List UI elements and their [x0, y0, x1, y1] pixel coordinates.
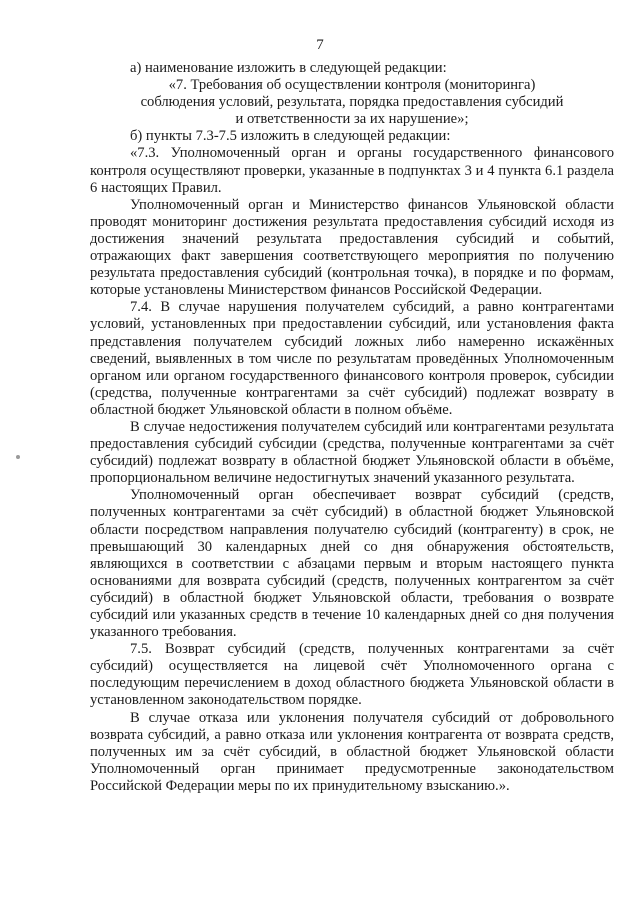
paragraph-non-achievement: В случае недостижения получателем субсидий или контрагентами результата предоставления субсидий субсидии (средства, полученные контрагентами за счёт субсидий) подлежат возврату в областной бюджет Ульяновской области в объёме, пропорциональном величине недостигнутых значений указанного результата. — [90, 418, 614, 487]
paragraph-monitoring: Уполномоченный орган и Министерство финансов Ульяновской области проводят мониторинг достижения результата предоставления субсидий исходя из достижения значений результата предоставления субсидий и событий, отражающих факт завершения соответствующего мероприятия по получению результата предоставления субсидий (контрольная точка), в порядке и по формам, которые установлены Министерством финансов Российской Федерации. — [90, 196, 614, 299]
paragraph-a: а) наименование изложить в следующей редакции: — [130, 60, 447, 76]
page-number: 7 — [316, 37, 324, 53]
paragraph-return-procedure: Уполномоченный орган обеспечивает возврат субсидий (средств, полученных контрагентами за счёт субсидий) в областной бюджет Ульяновской области посредством направления получателю субсидий (контрагенту) в срок, не превышающий 30 календарных дней со дня обнаружения обстоятельств, являющихся в соответствии с абзацами первым и вторым настоящего пункта основаниями для возврата субсидий (средств, полученных контрагентом за счёт субсидий) в областной бюджет Ульяновской области, требования о возврате субсидий или указанных средств в течение 10 календарных дней со дня получения указанного требования. — [90, 487, 614, 641]
paragraph-7-3: «7.3. Уполномоченный орган и органы государственного финансового контроля осуществляют проверки, указанные в подпунктах 3 и 4 пункта 6.1 раздела 6 настоящих Правил. — [90, 145, 614, 196]
paragraph-b: б) пункты 7.3-7.5 изложить в следующей редакции: — [130, 128, 451, 145]
scan-dot — [16, 455, 20, 459]
paragraph-7-5: 7.5. Возврат субсидий (средств, полученных контрагентами за счёт субсидий) осуществляется на лицевой счёт Уполномоченного органа с последующим перечислением в доход областного бюджета Ульяновской области в установленном законодательством порядке. — [90, 641, 614, 709]
document-body — [90, 60, 614, 795]
paragraph-7-4: 7.4. В случае нарушения получателем субсидий, а равно контрагентами условий, установленных при предоставлении субсидий, или установления факта представления получателем субсидий ложных либо намеренно искажённых сведений, выявленных в том числе по результатам проведённых Уполномоченным органом или органом государственного финансового контроля проверок, субсидии (средства, полученные контрагентами за счёт субсидий) подлежат возврату в областной бюджет Ульяновской области в полном объёме. — [90, 299, 614, 418]
paragraph-new-section-title: «7. Требования об осуществлении контроля (мониторинга) соблюдения условий, результата, порядка предоставления субсидий и ответственности за их нарушение»; — [140, 77, 564, 128]
paragraph-forced-recovery: В случае отказа или уклонения получателя субсидий от добровольного возврата субсидий, а равно отказа или уклонения контрагента от возврата средств, полученных им за счёт субсидий, в областной бюджет Ульяновской области Уполномоченный орган принимает предусмотренные законодательством Российской Федерации меры по их принудительному взысканию.». — [90, 709, 614, 794]
